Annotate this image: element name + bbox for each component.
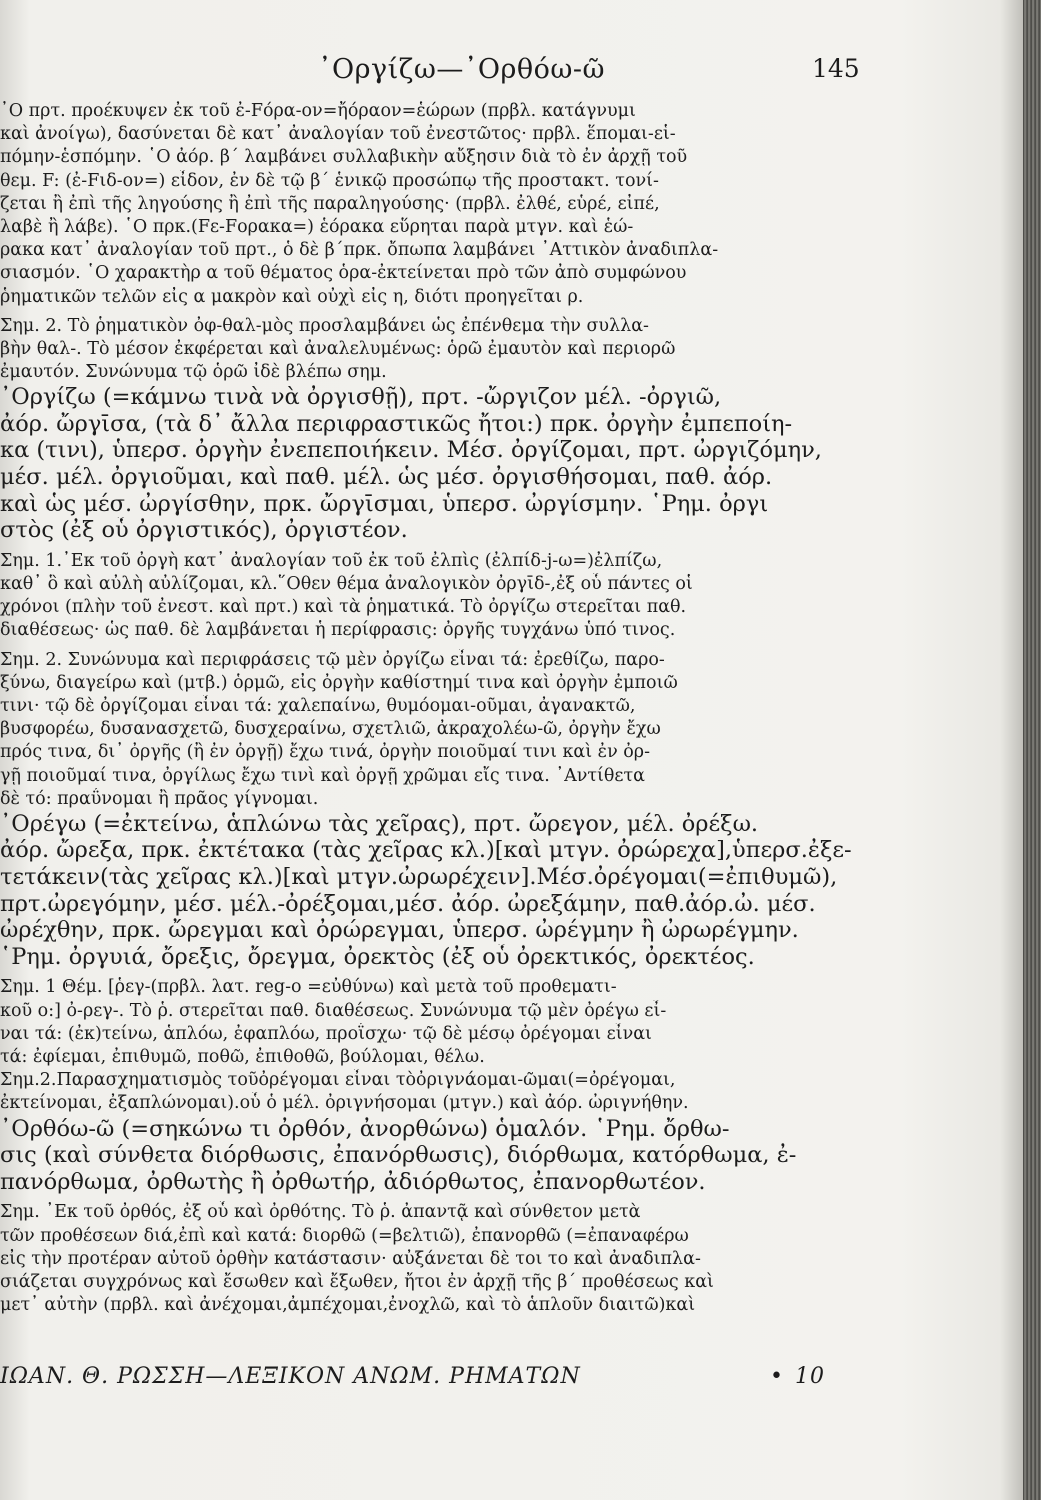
- text-line: καὶ ἀνοίγω), δασύνεται δὲ κατ᾽ ἀναλογίαν τοῦ ἐνεστῶτος· πρβλ. ἕπομαι-εἱ-: [0, 124, 676, 145]
- text-line: σιάζεται συγχρόνως καὶ ἔσωθεν καὶ ἔξωθεν, ἤτοι ἐν ἀρχῇ τῆς β΄ προθέσεως καὶ: [0, 1271, 714, 1292]
- text-line: Σημ. ᾽Εκ τοῦ ὀρθός, ἐξ οὗ καὶ ὀρθότης. Τὸ ῥ. ἀπαντᾷ καὶ σύνθετον μετὰ: [0, 1202, 641, 1223]
- text-line: ᾽Ορέγω (=ἐκτείνω, ἁπλώνω τὰς χεῖρας), πρτ. ὤρεγον, μέλ. ὀρέξω.: [0, 810, 759, 837]
- text-line: ρακα κατ᾽ ἀναλογίαν τοῦ πρτ., ὁ δὲ β΄πρκ. ὄπωπα λαμβάνει ᾽Αττικὸν ἀναδιπλα-: [0, 240, 719, 261]
- text-line: ζεται ἢ ἐπὶ τῆς ληγούσης ἢ ἐπὶ τῆς παραληγούσης· (πρβλ. ἐλθέ, εὑρέ, εἰπέ,: [0, 193, 660, 214]
- text-line: ᾽Ορθόω-ῶ (=σηκώνω τι ὀρθόν, ἀνορθώνω) ὁμαλόν. ῾Ρημ. ὄρθω-: [0, 1115, 730, 1142]
- text-line: πανόρθωμα, ὀρθωτὴς ἢ ὀρθωτήρ, ἀδιόρθωτος, ἐπανορθωτέον.: [0, 1168, 706, 1195]
- text-line: πρτ.ὠρεγόμην, μέσ. μέλ.-ὀρέξομαι,μέσ. ἀόρ. ὠρεξάμην, παθ.ἀόρ.ὠ. μέσ.: [0, 890, 816, 917]
- text-line: ξύνω, διαγείρω καὶ (μτβ.) ὁρμῶ, εἰς ὀργὴν καθίστημί τινα καὶ ὀργὴν ἐμποιῶ: [0, 672, 678, 693]
- page-number: 145: [812, 54, 860, 83]
- text-line: ᾽Ο πρτ. προέκυψεν ἐκ τοῦ ἐ-Fόρα-ον=ἤόραον=ἑώρων (πρβλ. κατάγνυμι: [0, 101, 636, 121]
- text-line: Σημ. 1 Θέμ. [ῥεγ-(πρβλ. λατ. reg-o =εὐθύνω) καὶ μετὰ τοῦ προθεματι-: [0, 977, 617, 998]
- text-line: πόμην-ἑσπόμην. ῾Ο ἀόρ. β΄ λαμβάνει συλλαβικὴν αὔξησιν διὰ τὸ ἐν ἀρχῇ τοῦ: [0, 147, 688, 168]
- text-line: διαθέσεως· ὡς παθ. δὲ λαμβάνεται ἡ περίφρασις: ὀργῆς τυγχάνω ὑπό τινος.: [0, 620, 676, 641]
- text-line: χρόνοι (πλὴν τοῦ ἐνεστ. καὶ πρτ.) καὶ τὰ ῥηματικά. Τὸ ὀργίζω στερεῖται παθ.: [0, 597, 687, 618]
- text-line: ἐμαυτόν. Συνώνυμα τῷ ὁρῶ ἰδὲ βλέπω σημ.: [0, 362, 387, 383]
- text-line: καθ᾽ ὃ καὶ αὐλὴ αὐλίζομαι, κλ.῞Οθεν θέμα ἀναλογικὸν ὀργῑδ-,ἐξ οὗ πάντες οἱ: [0, 574, 693, 594]
- text-line: πρός τινα, δι᾽ ὀργῆς (ἢ ἐν ὀργῇ) ἔχω τινά, ὀργὴν ποιοῦμαί τινι καὶ ἐν ὀρ-: [0, 742, 651, 763]
- text-line: καὶ ὡς μέσ. ὠργίσθην, πρκ. ὤργῑσμαι, ὑπερσ. ὠργίσμην. ῾Ρημ. ὀργι: [0, 490, 769, 517]
- text-line: τά: ἐφίεμαι, ἐπιθυμῶ, ποθῶ, ἐπιθοθῶ, βούλομαι, θέλω.: [0, 1047, 485, 1067]
- footer-bullet: •: [770, 1364, 784, 1389]
- text-line: βὴν θαλ-. Τὸ μέσον ἐκφέρεται καὶ ἀναλελυμένως: ὁρῶ ἐμαυτὸν καὶ περιορῶ: [0, 338, 676, 359]
- text-line: λαβὲ ἢ λάβε). ῾Ο πρκ.(Fε-Fορακα=) ἑόρακα εὕρηται παρὰ μτγν. καὶ ἑώ-: [0, 216, 634, 237]
- text-line: μετ᾽ αὐτὴν (πρβλ. καὶ ἀνέχομαι,ἀμπέχομαι,ἐνοχλῶ, καὶ τὸ ἁπλοῦν διαιτῶ)καὶ: [0, 1295, 696, 1316]
- text-line: Σημ.2.Παρασχηματισμὸς τοῦὀρέγομαι εἶναι τὸὀριγνάομαι-ῶμαι(=ὀρέγομαι,: [0, 1070, 676, 1091]
- text-line: τῶν προθέσεων διά,ἐπὶ καὶ κατά: διορθῶ (=βελτιῶ), ἐπανορθῶ (=ἐπαναφέρω: [0, 1225, 689, 1246]
- text-line: δὲ τό: πραΰνομαι ἢ πρᾶος γίγνομαι.: [0, 788, 319, 809]
- text-line: ᾽Οργίζω (=κάμνω τινὰ νὰ ὀργισθῇ), πρτ. -ὤργιζον μέλ. -ὀργιῶ,: [0, 384, 722, 411]
- signature-mark: 10: [795, 1364, 825, 1389]
- text-line: Σημ. 1.᾽Εκ τοῦ ὀργὴ κατ᾽ ἀναλογίαν τοῦ ἐκ τοῦ ἐλπὶς (ἐλπίδ-j-ω=)ἐλπίζω,: [0, 550, 663, 571]
- text-line: στὸς (ἐξ οὗ ὀργιστικός), ὀργιστέον.: [0, 517, 408, 544]
- text-line: τετάκειν(τὰς χεῖρας κλ.)[καὶ μτγν.ὠρωρέχειν].Μέσ.ὀρέγομαι(=ἐπιθυμῶ),: [0, 864, 838, 891]
- text-line: σις (καὶ σύνθετα διόρθωσις, ἐπανόρθωσις), διόρθωμα, κατόρθωμα, ἐ-: [0, 1142, 797, 1169]
- dictionary-text: [0, 100, 915, 1317]
- text-line: ναι τά: (ἐκ)τείνω, ἁπλόω, ἐφαπλόω, προΐσχω· τῷ δὲ μέσῳ ὀρέγομαι εἶναι: [0, 1023, 652, 1044]
- text-line: Σημ. 2. Συνώνυμα καὶ περιφράσεις τῷ μὲν ὀργίζω εἶναι τά: ἐρεθίζω, παρο-: [0, 649, 665, 670]
- text-line: ἀόρ. ὤργῑσα, (τὰ δ᾽ ἄλλα περιφραστικῶς ἤτοι:) πρκ. ὀργὴν ἐμπεποίη-: [0, 410, 793, 437]
- page-header: [0, 52, 1000, 92]
- text-line: Σημ. 2. Τὸ ῥηματικὸν ὀφ-θαλ-μὸς προσλαμβάνει ὡς ἐπένθεμα τὴν συλλα-: [0, 315, 649, 336]
- text-line: μέσ. μέλ. ὀργιοῦμαι, καὶ παθ. μέλ. ὡς μέσ. ὀργισθήσομαι, παθ. ἀόρ.: [0, 464, 773, 491]
- text-line: ῾Ρημ. ὀργυιά, ὄρεξις, ὄρεγμα, ὀρεκτὸς (ἐξ οὗ ὀρεκτικός, ὀρεκτέος.: [0, 943, 755, 970]
- text-line: σιασμόν. ῾Ο χαρακτὴρ α τοῦ θέματος ὁρα-ἐκτείνεται πρὸ τῶν ἀπὸ συμφώνου: [0, 263, 687, 284]
- book-spine-edge: [1023, 0, 1041, 1500]
- text-line: βυσφορέω, δυσανασχετῶ, δυσχεραίνω, σχετλιῶ, ἀκραχολέω-ῶ, ὀργὴν ἔχω: [0, 719, 661, 740]
- text-line: θεμ. F: (ἐ-Fιδ-ον=) εἶδον, ἐν δὲ τῷ β΄ ἑνικῷ προσώπῳ τῆς προστακτ. τονί-: [0, 170, 659, 191]
- text-line: γῇ ποιοῦμαί τινα, ὀργίλως ἔχω τινὶ καὶ ὀργῇ χρῶμαι εἴς τινα. ᾽Αντίθετα: [0, 765, 645, 786]
- text-line: ὠρέχθην, πρκ. ὤρεγμαι καὶ ὀρώρεγμαι, ὑπερσ. ὠρέγμην ἢ ὠρωρέγμην.: [0, 917, 799, 944]
- text-line: ἐκτείνομαι, ἐξαπλώνομαι).οὗ ὁ μέλ. ὀριγνήσομαι (μτγν.) καὶ ἀόρ. ὠριγνήθην.: [0, 1093, 689, 1114]
- text-line: κοῦ ο:] ὀ-ρεγ-. Τὸ ῥ. στερεῖται παθ. διαθέσεως. Συνώνυμα τῷ μὲν ὀρέγω εἶ-: [0, 1000, 667, 1021]
- text-line: ῥηματικῶν τελῶν εἰς α μακρὸν καὶ οὐχὶ εἰς η, διότι προηγεῖται ρ.: [0, 286, 584, 307]
- text-line: εἰς τὴν προτέραν αὐτοῦ ὀρθὴν κατάστασιν· αὐξάνεται δὲ τοι το καὶ ἀναδιπλα-: [0, 1248, 701, 1269]
- text-line: ἀόρ. ὤρεξα, πρκ. ἐκτέτακα (τὰς χεῖρας κλ.)[καὶ μτγν. ὀρώρεχα],ὑπερσ.ἐξε-: [0, 837, 852, 864]
- footer-title: ΙΩΑΝ. Θ. ΡΩΣΣΗ—ΛΕΞΙΚΟΝ ΑΝΩΜ. ΡΗΜΑΤΩΝ: [0, 1364, 581, 1389]
- text-line: τινι· τῷ δὲ ὀργίζομαι εἶναι τά: χαλεπαίνω, θυμόομαι-οῦμαι, ἀγανακτῶ,: [0, 695, 636, 716]
- text-line: κα (τινι), ὑπερσ. ὀργὴν ἐνεπεποιήκειν. Μέσ. ὀργίζομαι, πρτ. ὠργιζόμην,: [0, 437, 822, 464]
- page-footer: [0, 1364, 915, 1392]
- running-head: ᾽Οργίζω—᾽Ορθόω-ῶ: [318, 54, 606, 85]
